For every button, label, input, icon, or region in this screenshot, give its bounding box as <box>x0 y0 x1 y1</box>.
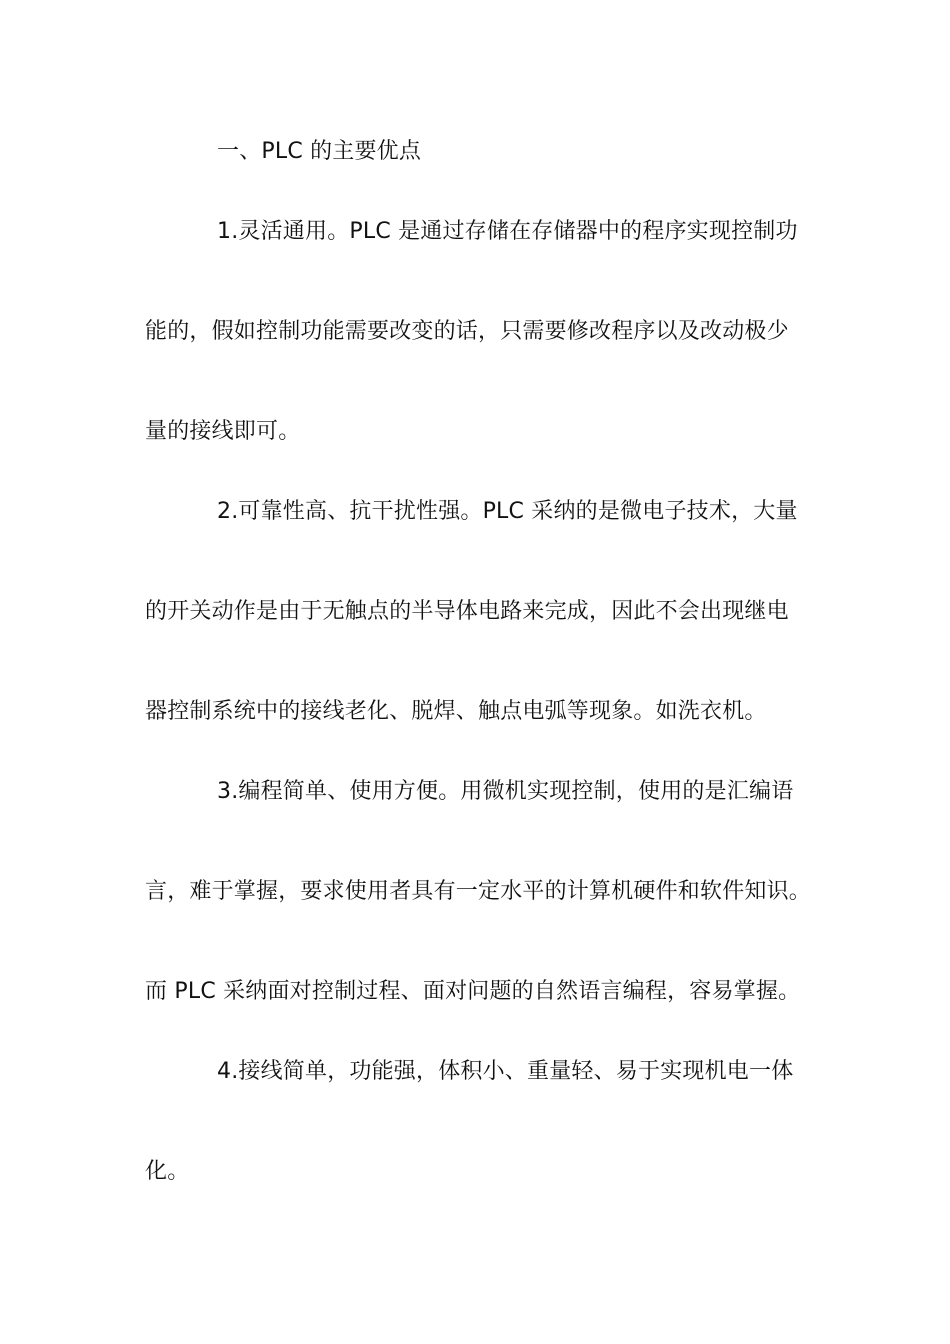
paragraph-line: 而 PLC 采纳面对控制过程、面对问题的自然语言编程，容易掌握。 <box>145 979 801 1004</box>
paragraph-line: 器控制系统中的接线老化、脱焊、触点电弧等现象。如洗衣机。 <box>145 699 767 724</box>
paragraph-line: 1.灵活通用。PLC 是通过存储在存储器中的程序实现控制功 <box>217 219 798 244</box>
paragraph-line: 3.编程简单、使用方便。用微机实现控制，使用的是汇编语 <box>217 779 794 804</box>
paragraph-line: 2.可靠性高、抗干扰性强。PLC 采纳的是微电子技术，大量 <box>217 499 798 524</box>
paragraph-line: 言，难于掌握，要求使用者具有一定水平的计算机硬件和软件知识。 <box>145 879 812 904</box>
paragraph-line: 4.接线简单，功能强，体积小、重量轻、易于实现机电一体 <box>217 1059 794 1084</box>
section-heading: 一、PLC 的主要优点 <box>217 139 422 164</box>
paragraph-line: 能的，假如控制功能需要改变的话，只需要修改程序以及改动极少 <box>145 319 789 344</box>
paragraph-line: 的开关动作是由于无触点的半导体电路来完成，因此不会出现继电 <box>145 599 789 624</box>
paragraph-line: 化。 <box>145 1159 190 1184</box>
paragraph-line: 量的接线即可。 <box>145 419 301 444</box>
